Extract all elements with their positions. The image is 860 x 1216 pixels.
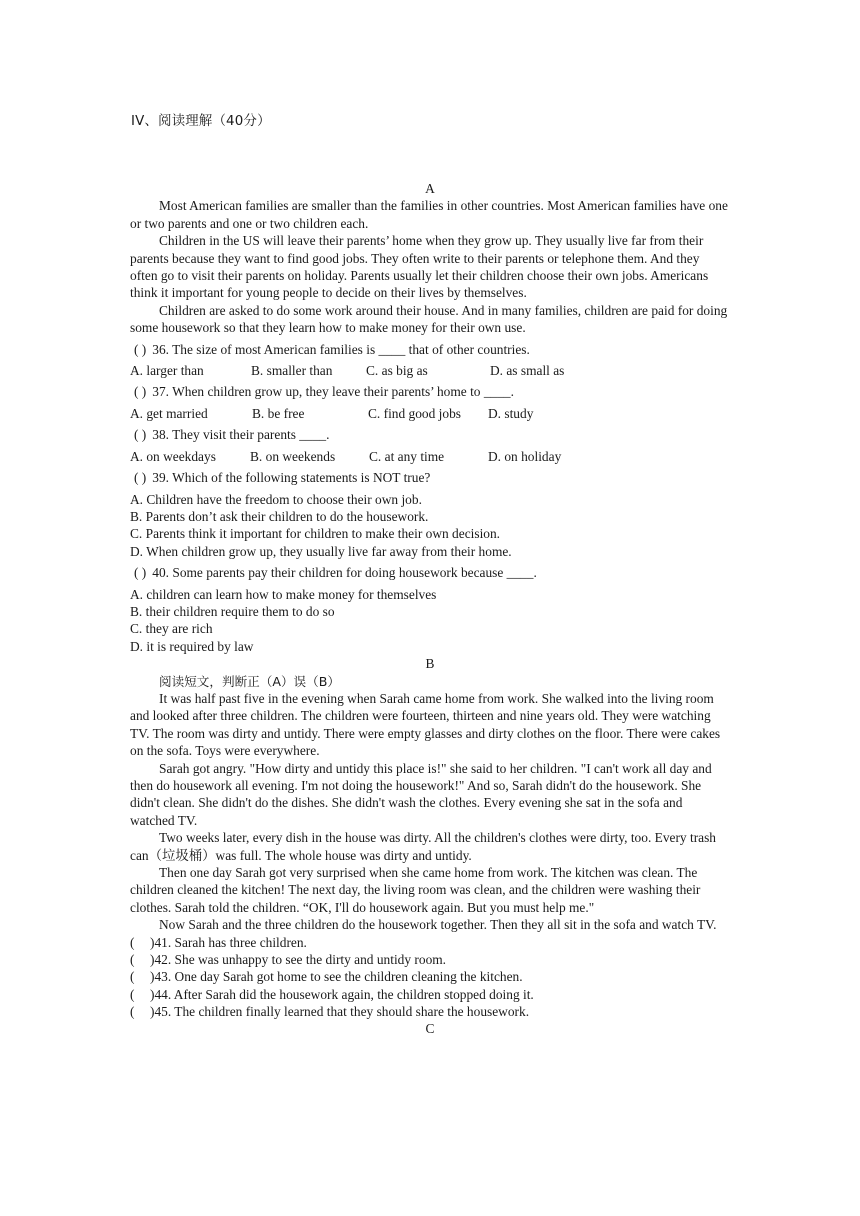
option-b: B. on weekends bbox=[250, 448, 336, 464]
answer-blank[interactable]: ( ) bbox=[134, 427, 147, 443]
question-39 bbox=[130, 469, 730, 486]
question-text: 38. They visit their parents ____. bbox=[152, 427, 330, 443]
option-c: C. as big as bbox=[366, 363, 428, 379]
question-text: 36. The size of most American families is ____ that of other countries. bbox=[152, 341, 530, 357]
statement-text: )44. After Sarah did the housework again, the children stopped doing it. bbox=[150, 986, 534, 1002]
statement-45 bbox=[130, 1003, 730, 1020]
option-a: A. Children have the freedom to choose their own job. bbox=[130, 491, 422, 507]
option-a: A. on weekdays bbox=[130, 448, 216, 464]
option-d: D. on holiday bbox=[488, 448, 562, 464]
part-b-paragraph: Sarah got angry. "How dirty and untidy this place is!" she said to her children. "I can't work all day and then do housework all evening. I'm not doing the housework!" And so, Sarah didn't do the housework. She didn't clean. She didn't do the dishes. She didn't wash the clothes. Every evening she sat in the sofa and watched TV. bbox=[130, 760, 712, 828]
part-a-paragraph: Most American families are smaller than the families in other countries. Most American families have one or two parents and one or two children each. bbox=[130, 198, 728, 231]
part-c-label: C bbox=[425, 1020, 435, 1036]
part-a-paragraph: Children in the US will leave their parents’ home when they grow up. They usually live far from their parents because they want to find good jobs. They often write to their parents or telephone them. And they often go to visit their parents on holiday. Parents usually let their children choose their own jobs. Americans think it important for young people to decide on their lives by themselves. bbox=[130, 233, 709, 301]
option-c: C. they are rich bbox=[130, 621, 213, 637]
option-b: B. be free bbox=[252, 405, 305, 421]
question-40 bbox=[130, 564, 730, 581]
part-a-label: A bbox=[425, 181, 435, 196]
question-40-options bbox=[130, 586, 730, 656]
question-text: 37. When children grow up, they leave their parents’ home to ____. bbox=[152, 384, 514, 400]
option-c: C. find good jobs bbox=[368, 405, 461, 421]
statement-text: )43. One day Sarah got home to see the children cleaning the kitchen. bbox=[150, 969, 523, 985]
option-c: C. Parents think it important for children to make their own decision. bbox=[130, 526, 501, 542]
option-d: D. as small as bbox=[490, 363, 565, 379]
option-a: A. get married bbox=[130, 405, 208, 421]
reading-content bbox=[130, 181, 730, 1037]
part-b-paragraph: Now Sarah and the three children do the housework together. Then they all sit in the sofa and watch TV. bbox=[159, 917, 717, 933]
option-a: A. children can learn how to make money for themselves bbox=[130, 586, 437, 602]
option-a: A. larger than bbox=[130, 363, 204, 379]
statement-text: )41. Sarah has three children. bbox=[150, 934, 307, 950]
statement-44 bbox=[130, 986, 730, 1003]
part-b-paragraph: It was half past five in the evening when Sarah came home from work. She walked into the living room and looked after three children. The children were fourteen, thirteen and nine years old. They were watching TV. The room was dirty and untidy. There were empty glasses and dirty clothes on the floor. There were cakes on the sofa. Toys were everywhere. bbox=[130, 690, 721, 759]
option-b: B. smaller than bbox=[251, 363, 333, 379]
part-b-paragraph: Then one day Sarah got very surprised when she came home from work. The kitchen was clean. The children cleaned the kitchen! The next day, the living room was clean, and the children were washing their clothes. Sarah told the children. “OK, I'll do housework again. But you must help me." bbox=[130, 865, 701, 915]
question-39-options bbox=[130, 491, 730, 561]
answer-blank[interactable]: ( bbox=[130, 969, 135, 985]
statement-42 bbox=[130, 951, 730, 968]
option-c: C. at any time bbox=[369, 448, 445, 464]
answer-blank[interactable]: ( bbox=[130, 1004, 135, 1020]
statement-41 bbox=[130, 934, 730, 951]
statement-text: )45. The children finally learned that they should share the housework. bbox=[150, 1004, 530, 1020]
option-b: B. their children require them to do so bbox=[130, 603, 335, 619]
answer-blank[interactable]: ( ) bbox=[134, 341, 147, 357]
answer-blank[interactable]: ( ) bbox=[134, 470, 147, 486]
answer-blank[interactable]: ( bbox=[130, 986, 135, 1002]
statement-43 bbox=[130, 968, 730, 985]
part-b-instruction: 阅读短文，判断正（A）误（B） bbox=[159, 673, 340, 689]
statement-text: )42. She was unhappy to see the dirty and untidy room. bbox=[150, 952, 447, 968]
question-38 bbox=[130, 426, 730, 443]
part-b-label: B bbox=[425, 656, 435, 672]
question-36 bbox=[130, 341, 730, 358]
option-b: B. Parents don’t ask their children to do the housework. bbox=[130, 508, 429, 524]
answer-blank[interactable]: ( bbox=[130, 934, 135, 950]
question-text: 39. Which of the following statements is NOT true? bbox=[152, 470, 431, 486]
option-d: D. study bbox=[488, 405, 534, 421]
option-d: D. When children grow up, they usually live far away from their home. bbox=[130, 543, 512, 559]
question-37-options bbox=[130, 405, 730, 422]
part-a-paragraph: Children are asked to do some work around their house. And in many families, children are paid for doing some housework so that they learn how to make money for their own use. bbox=[130, 302, 728, 336]
answer-blank[interactable]: ( ) bbox=[134, 565, 147, 581]
option-d: D. it is required by law bbox=[130, 638, 254, 654]
section-title: IV、阅读理解（40分） bbox=[131, 114, 271, 129]
question-37 bbox=[130, 383, 730, 400]
question-38-options bbox=[130, 448, 730, 465]
question-36-options bbox=[130, 362, 730, 379]
part-b-paragraph: Two weeks later, every dish in the house was dirty. All the children's clothes were dirty, too. Every trash can（垃圾桶）was full. The whole house was dirty and untidy. bbox=[130, 830, 716, 863]
question-text: 40. Some parents pay their children for doing housework because ____. bbox=[152, 565, 537, 581]
answer-blank[interactable]: ( bbox=[130, 952, 135, 968]
answer-blank[interactable]: ( ) bbox=[134, 384, 147, 400]
